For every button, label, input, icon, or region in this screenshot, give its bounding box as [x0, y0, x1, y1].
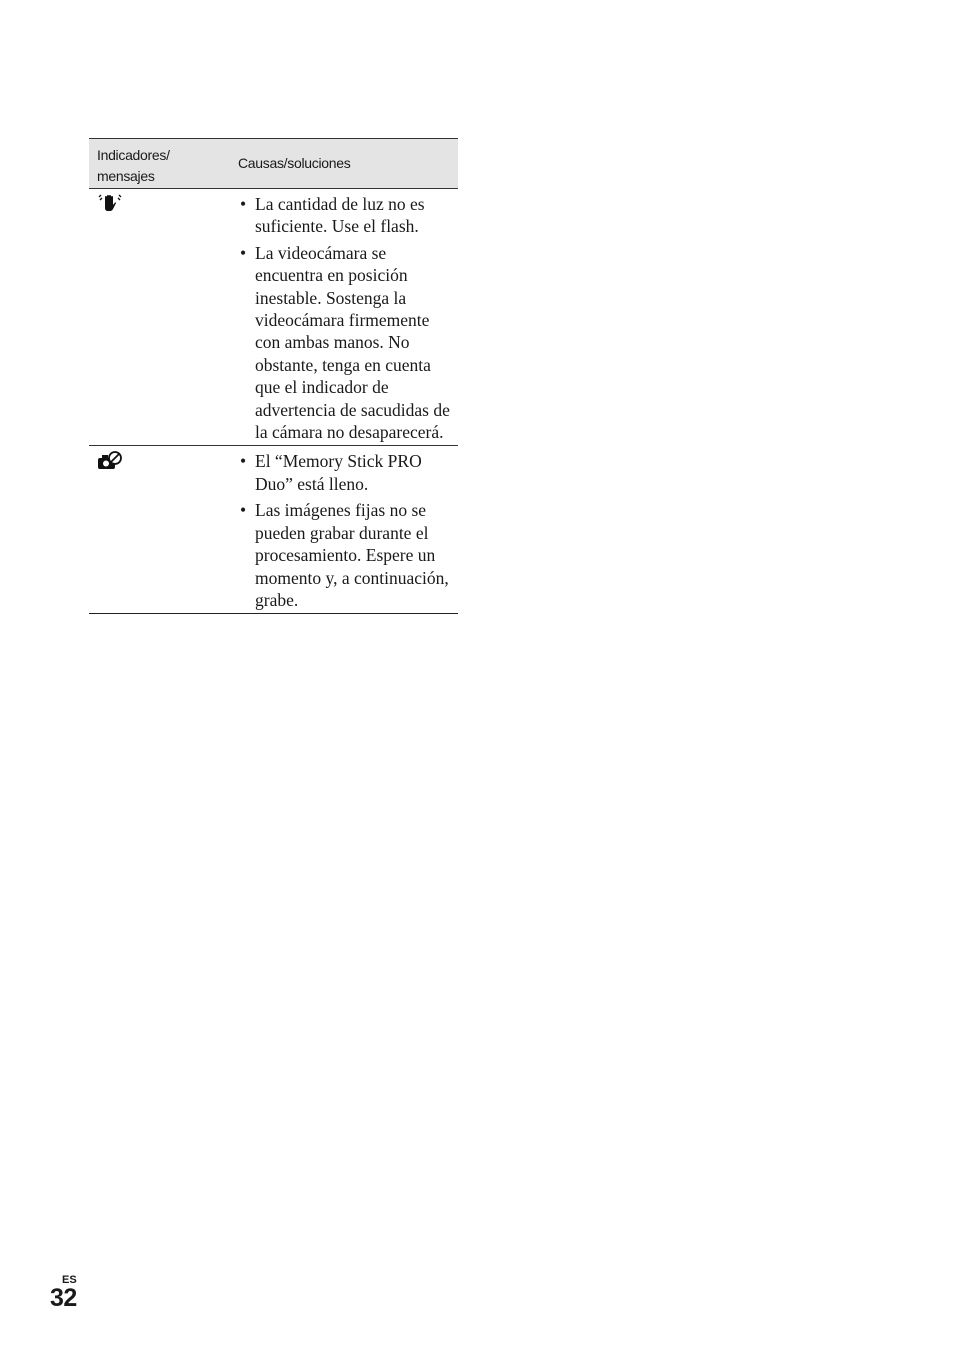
language-code: ES — [62, 1274, 77, 1286]
troubleshooting-table — [89, 138, 458, 614]
list-item: • Las imágenes fijas no se pueden grabar durante el procesamiento. Espere un momento y, a continuación, grabe. — [240, 499, 458, 611]
table-row — [89, 189, 458, 446]
list-item: • El “Memory Stick PRO Duo” está lleno. — [240, 450, 458, 495]
page-number: 32 — [50, 1284, 77, 1312]
table-header — [89, 138, 458, 189]
still-image-no-record-icon — [97, 451, 123, 471]
causes-list — [240, 446, 458, 613]
header-indicators: Indicadores/ mensajes — [97, 147, 170, 184]
header-causes: Causas/soluciones — [238, 155, 351, 171]
list-item: • La videocámara se encuentra en posición inestable. Sostenga la videocámara firmemente con ambas manos. No obstante, tenga en cuenta que el indicador de advertencia de sacudidas de la cámara no desaparecerá. — [240, 242, 458, 444]
camera-shake-warning-icon — [97, 194, 123, 214]
list-item: • La cantidad de luz no es suficiente. Use el flash. — [240, 193, 458, 238]
causes-list — [240, 189, 458, 445]
table-row — [89, 446, 458, 614]
